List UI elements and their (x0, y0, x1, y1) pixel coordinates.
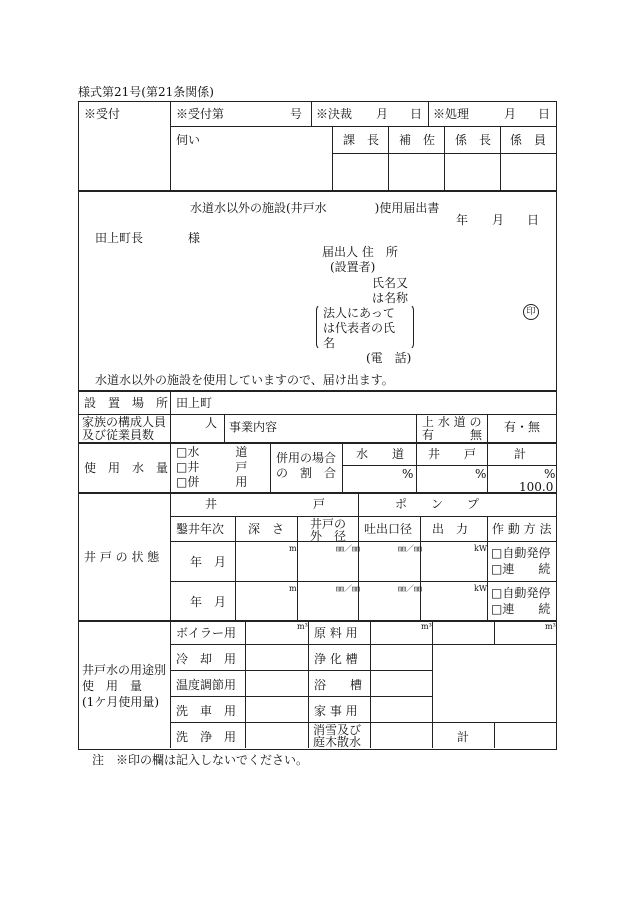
purpose-label-line3: (1ケ月使用量) (82, 695, 159, 709)
col-total-header: 計 (514, 447, 527, 461)
opt-well[interactable]: □井 戸 (176, 460, 248, 474)
corp-label-line3: 名 (323, 336, 336, 350)
tel-label: (電 話) (366, 351, 412, 365)
corp-label-line2: は代表者の氏 (323, 321, 396, 335)
sama-label: 様 (188, 231, 201, 245)
seal-mark: 印 (523, 304, 539, 320)
row2-year-month: 年 月 (190, 595, 227, 609)
go-label: 号 (290, 107, 303, 121)
pct-water: % (402, 467, 414, 481)
col-method: 作 動 方 法 (492, 522, 552, 536)
unit-raw-material: m³ (421, 622, 432, 631)
hosa-label: 補 佐 (399, 133, 436, 147)
usage-label: 使 用 水 量 (84, 461, 169, 475)
total-value: 100.0 (519, 480, 554, 494)
location-label: 設 置 場 所 (84, 396, 169, 410)
family-label-line2: 及び従業員数 (82, 428, 155, 442)
opt-water-supply[interactable]: □水 道 (176, 445, 248, 459)
purification-label: 浄 化 槽 (314, 652, 358, 666)
date-year: 年 (456, 213, 469, 227)
kakaricho-label: 係 長 (455, 133, 492, 147)
footer-note: 注 ※印の欄は記入しないでください。 (92, 753, 309, 767)
processing-label: ※処理 (433, 107, 470, 121)
decision-month: 月 (376, 107, 389, 121)
water-supply-value: 有・無 (504, 420, 541, 434)
row1-unit-m: m (289, 544, 297, 553)
raw-material-label: 原 料 用 (314, 626, 358, 640)
snow-label-line2: 庭木散水 (313, 735, 362, 749)
kacho-label: 課 長 (343, 133, 380, 147)
row2-auto[interactable]: □自動発停 (491, 586, 551, 600)
pct-total: % (544, 467, 556, 481)
statement: 水道水以外の施設を使用していますので、届け出ます。 (95, 373, 394, 387)
cleaning-label: 洗 浄 用 (176, 730, 237, 744)
form-number: 様式第21号(第21条関係) (78, 85, 214, 99)
boiler-label: ボイラー用 (176, 626, 237, 640)
addressee: 田上町長 (95, 231, 144, 245)
location-value: 田上町 (176, 396, 213, 410)
col-outlet: 吐出口径 (364, 522, 413, 536)
well-status-label: 井 戸 の 状 態 (84, 550, 160, 564)
purpose-total-label: 計 (457, 730, 470, 744)
row2-unit-dia: ㎜／㎜ (336, 584, 360, 593)
col-output: 出 力 (432, 522, 469, 536)
row1-unit-dia: ㎜／㎜ (336, 544, 360, 553)
opt-combined[interactable]: □併 用 (176, 475, 248, 489)
unit-boiler: m³ (297, 622, 308, 631)
setchisha-label: (設置者) (330, 260, 376, 274)
snow-label-line1: 消雪及び (313, 723, 362, 737)
name-label-line1: 氏名又 (372, 276, 409, 290)
row2-unit-kw: kW (474, 584, 488, 593)
ratio-label-line2: の 割 合 (276, 466, 337, 480)
date-day: 日 (527, 213, 540, 227)
well-header: 井 戸 (205, 497, 326, 511)
col-diameter-line2: 外 径 (310, 529, 347, 543)
row1-unit-outlet: ㎜／㎜ (398, 544, 422, 553)
ratio-label-line1: 併用の場合 (276, 451, 337, 465)
row1-continuous[interactable]: □連 続 (491, 562, 551, 576)
processing-month: 月 (504, 107, 517, 121)
water-supply-label-line1: 上 水 道 の (422, 415, 482, 429)
row1-unit-kw: kW (474, 544, 488, 553)
person-unit: 人 (205, 416, 218, 430)
cooling-label: 冷 却 用 (176, 652, 237, 666)
date-month: 月 (492, 213, 505, 227)
applicant-address-label: 届出人 住 所 (322, 245, 398, 259)
col-depth: 深 さ (248, 522, 285, 536)
unit-total: m³ (545, 622, 556, 631)
col-diameter-line1: 井戸の (310, 517, 347, 531)
household-label: 家 事 用 (314, 704, 358, 718)
reception-label: ※受付 (84, 107, 121, 121)
family-label-line1: 家族の構成人員 (82, 415, 167, 429)
purpose-label-line1: 井戸水の用途別 (82, 663, 167, 677)
temperature-label: 温度調節用 (176, 678, 237, 692)
corp-label-line1: 法人にあって (323, 306, 395, 320)
decision-day: 日 (410, 107, 423, 121)
notice-title: 水道水以外の施設(井戸水 )使用届出書 (190, 201, 440, 215)
row2-continuous[interactable]: □連 続 (491, 602, 551, 616)
ukagai-label: 伺い (176, 133, 201, 147)
name-label-line2: は名称 (372, 291, 409, 305)
bath-label: 浴 槽 (314, 678, 363, 692)
water-supply-label-line2: 有 無 (422, 428, 483, 442)
kakariin-label: 係 員 (510, 133, 547, 147)
row1-auto[interactable]: □自動発停 (491, 546, 551, 560)
col-well-header: 井 戸 (428, 447, 477, 461)
business-label: 事業内容 (229, 420, 278, 434)
row2-unit-outlet: ㎜／㎜ (398, 584, 422, 593)
reception-number-label: ※受付第 (176, 107, 225, 121)
decision-label: ※決裁 (316, 107, 353, 121)
pump-header: ポ ン プ (395, 497, 480, 511)
pct-well: % (475, 467, 487, 481)
car-wash-label: 洗 車 用 (176, 704, 237, 718)
row2-unit-m: m (289, 584, 297, 593)
purpose-label-line2: 使 用 量 (82, 679, 143, 693)
col-dig-year: 鑿井年次 (176, 522, 225, 536)
notice-box (78, 190, 557, 392)
row1-year-month: 年 月 (190, 555, 227, 569)
processing-day: 日 (538, 107, 551, 121)
col-water-header: 水 道 (356, 447, 405, 461)
